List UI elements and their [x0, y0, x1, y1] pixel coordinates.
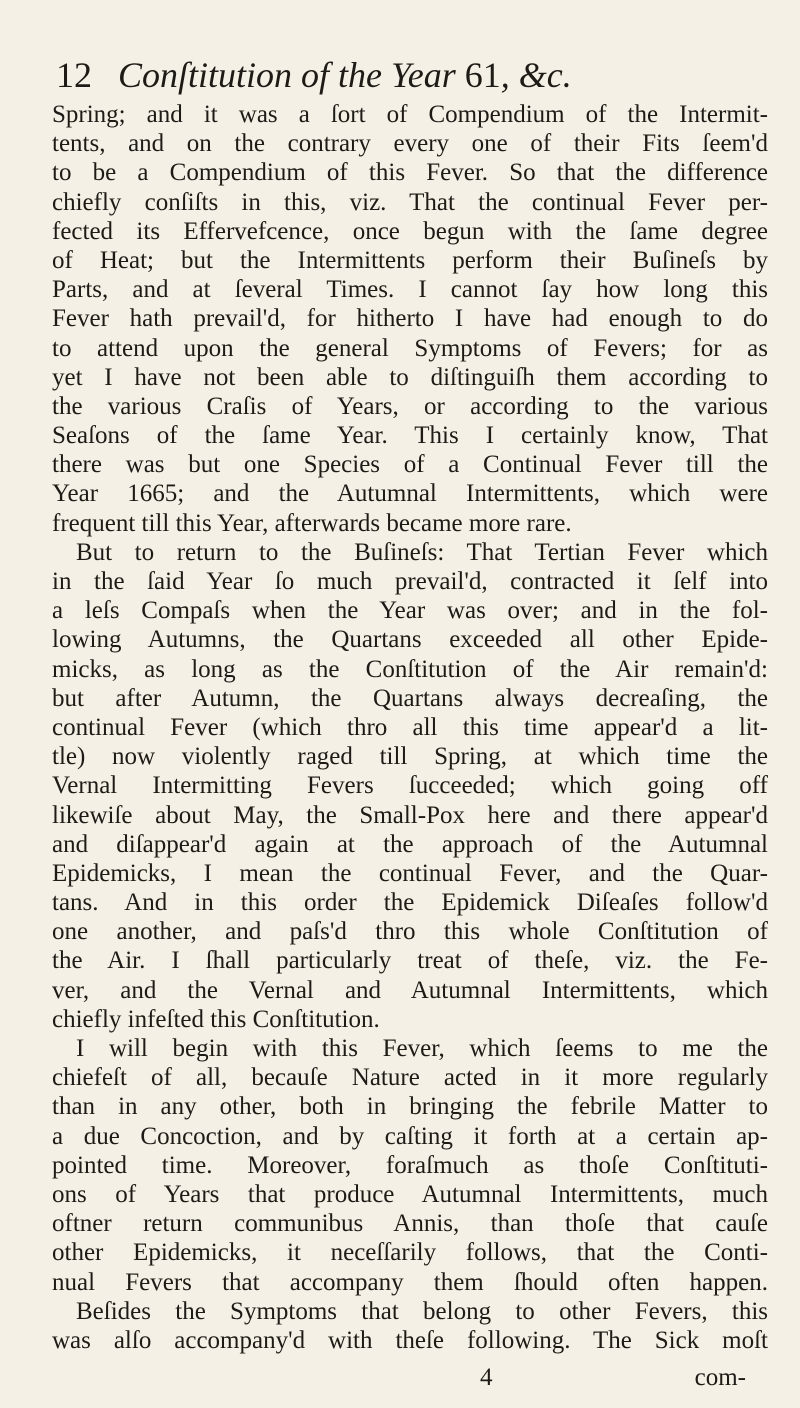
text-line: to attend upon the general Symptoms of Fevers; for as [52, 334, 768, 362]
text-line: But to return to the Buſineſs: That Tertian Fever which [76, 538, 768, 566]
page-header [56, 52, 756, 98]
text-line: ons of Years that produce Autumnal Intermittents, much [52, 1180, 768, 1208]
text-line: micks, as long as the Conſtitution of the Air remain'd: [52, 655, 768, 683]
text-line: chiefeſt of all, becauſe Nature acted in it more regularly [52, 1064, 768, 1092]
body-text [52, 100, 768, 1355]
text-line: chiefly conſiſts in this, viz. That the continual Fever per- [52, 188, 768, 216]
text-line: continual Fever (which thro all this time appear'd a lit- [52, 713, 768, 741]
text-line: tans. And in this order the Epidemick Diſeaſes follow'd [52, 889, 768, 917]
text-line: was alſo accompany'd with theſe following. The Sick moſt [52, 1326, 768, 1354]
text-line: ver, and the Vernal and Autumnal Intermittents, which [52, 976, 768, 1004]
text-line: Year 1665; and the Autumnal Intermittents, which were [52, 480, 768, 508]
text-line: the Air. I ſhall particularly treat of theſe, viz. the Fe- [52, 947, 768, 975]
running-title-text: Conſtitution of the Year [118, 55, 465, 95]
running-title [118, 52, 572, 98]
text-line: yet I have not been able to diſtinguiſh them according to [52, 363, 768, 391]
text-line: pointed time. Moreover, foraſmuch as thoſe Conſtituti- [52, 1151, 768, 1179]
signature-mark: 4 [480, 1364, 493, 1391]
text-line: I will begin with this Fever, which ſeems to me the [76, 1035, 768, 1062]
text-line: lowing Autumns, the Quartans exceeded all other Epide- [52, 626, 768, 654]
text-line: the various Craſis of Years, or according to the various [52, 392, 768, 420]
text-line: tle) now violently raged till Spring, at which time the [52, 743, 768, 771]
text-line: in the ſaid Year ſo much prevail'd, contracted it ſelf into [52, 568, 768, 595]
text-line: Fever hath prevail'd, for hitherto I have had enough to do [52, 305, 768, 333]
text-line: than in any other, both in bringing the febrile Matter to [52, 1093, 768, 1121]
text-line: fected its Effervefcence, once begun with the ſame degree [52, 217, 768, 245]
running-title-year: 61 [464, 55, 501, 95]
text-line: tents, and on the contrary every one of their Fits ſeem'd [52, 130, 768, 158]
page-footer [52, 1364, 768, 1394]
catchword: com- [694, 1364, 746, 1391]
running-title-suffix: , &c. [500, 55, 572, 95]
text-line: of Heat; but the Intermittents perform their Buſineſs by [52, 246, 768, 274]
text-line: Epidemicks, I mean the continual Fever, and the Quar- [52, 859, 768, 887]
text-line: to be a Compendium of this Fever. So that the difference [52, 159, 768, 187]
text-line: one another, and paſs'd thro this whole Conſtitution of [52, 918, 768, 946]
text-line: frequent till this Year, afterwards became more rare. [52, 509, 572, 537]
text-line: a leſs Compaſs when the Year was over; and in the fol- [52, 597, 768, 625]
text-line: other Epidemicks, it neceſſarily follows, that the Conti- [52, 1239, 768, 1267]
text-line: Vernal Intermitting Fevers ſucceeded; which going off [52, 772, 768, 800]
text-line: likewiſe about May, the Small-Pox here and there appear'd [52, 801, 768, 829]
text-line: Seaſons of the ſame Year. This I certainly know, That [52, 422, 768, 450]
text-line: Parts, and at ſeveral Times. I cannot ſay how long this [52, 276, 768, 304]
text-line: a due Concoction, and by caſting it forth at a certain ap- [52, 1122, 768, 1150]
text-line: chiefly infeſted this Conſtitution. [52, 1005, 380, 1033]
text-line: nual Fevers that accompany them ſhould often happen. [52, 1268, 768, 1296]
text-line: and diſappear'd again at the approach of the Autumnal [52, 830, 768, 858]
text-line: Beſides the Symptoms that belong to other Fevers, this [76, 1297, 768, 1325]
text-line: oftner return communibus Annis, than thoſe that cauſe [52, 1210, 768, 1238]
text-line: there was but one Species of a Continual Fever till the [52, 451, 768, 479]
page-number: 12 [56, 55, 92, 95]
text-line: Spring; and it was a ſort of Compendium of the Intermit- [52, 101, 768, 128]
text-line: but after Autumn, the Quartans always decreaſing, the [52, 684, 768, 712]
